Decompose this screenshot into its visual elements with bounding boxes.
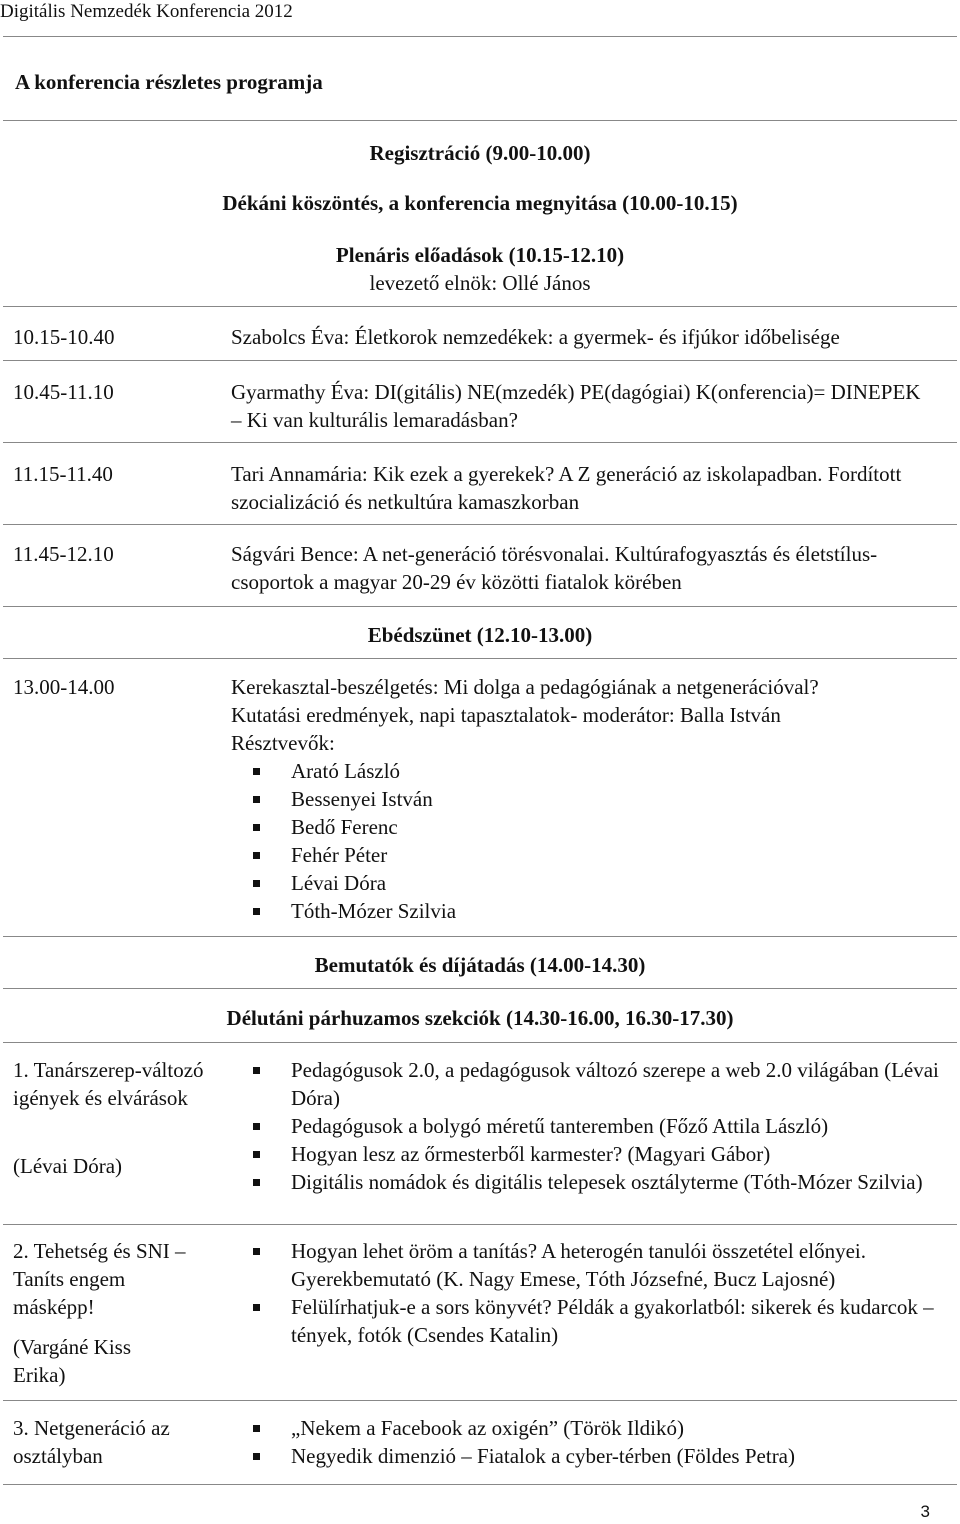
talk-description: Ságvári Bence: A net-generáció törésvonalai. Kultúrafogyasztás és életstílus-csoportok a magyar 20-29 év közötti fiatalok körében [231,542,878,594]
section-title: 2. Tehetség és SNI – Taníts engem másképp! [13,1239,186,1319]
lunch-break: Ebédszünet (12.10-13.00) [367,623,593,647]
divider [3,606,957,607]
registration-line: Regisztráció (9.00-10.00) [369,141,591,165]
divider [3,524,957,525]
page-number: 3 [920,1502,930,1521]
divider [3,442,957,443]
document-header: Digitális Nemzedék Konferencia 2012 [0,1,293,22]
talk-time: 10.45-11.10 [13,380,114,404]
welcome-line: Dékáni köszöntés, a konferencia megnyitása (10.00-10.15) [222,191,738,215]
list-item: Felülírhatjuk-e a sors könyvét? Példák a gyakorlatból: sikerek és kudarcok – tények, fotók (Csendes Katalin) [231,1293,949,1349]
roundtable-title: Kerekasztal-beszélgetés: Mi dolga a pedagógiának a netgenerációval? [231,675,819,699]
section-talks [231,1056,949,1196]
divider [3,1224,957,1225]
list-item: Pedagógusok 2.0, a pedagógusok változó szerepe a web 2.0 világában (Lévai Dóra) [231,1056,949,1112]
roundtable-time: 13.00-14.00 [13,675,115,699]
section-title: 3. Netgeneráció az osztályban [13,1416,170,1468]
plenary-title: Plenáris előadások (10.15-12.10) [335,243,625,267]
list-item: Bedő Ferenc [231,813,456,841]
roundtable-moderator: Kutatási eredmények, napi tapasztalatok- moderátor: Balla István [231,703,781,727]
talk-description: Tari Annamária: Kik ezek a gyerekek? A Z generáció az iskolapadban. Fordított szocializáció és netkultúra kamaszkorban [231,462,902,514]
page-heading: A konferencia részletes programja [15,70,323,94]
section-talks [231,1414,949,1470]
participants-list [231,757,456,925]
list-item: Fehér Péter [231,841,456,869]
divider [3,936,957,937]
list-item: Pedagógusok a bolygó méretű tanteremben (Főző Attila László) [231,1112,949,1140]
divider [3,306,957,307]
participants-label: Résztvevők: [231,731,335,755]
section-chair: (Vargáné Kiss Erika) [13,1335,132,1387]
section-title: 1. Tanárszerep-változó igények és elvárások [13,1058,204,1110]
talk-time: 11.15-11.40 [13,462,113,486]
sections-heading: Délutáni párhuzamos szekciók (14.30-16.00, 16.30-17.30) [226,1006,734,1030]
divider [3,360,957,361]
list-item: Tóth-Mózer Szilvia [231,897,456,925]
list-item: Digitális nomádok és digitális telepesek osztályterme (Tóth-Mózer Szilvia) [231,1168,949,1196]
talk-time: 11.45-12.10 [13,542,114,566]
list-item: Hogyan lesz az őrmesterből karmester? (Magyari Gábor) [231,1140,949,1168]
divider [3,1042,957,1043]
talk-time: 10.15-10.40 [13,325,115,349]
demos-line: Bemutatók és díjátadás (14.00-14.30) [314,953,646,977]
list-item: Lévai Dóra [231,869,456,897]
section-chair: (Lévai Dóra) [13,1154,123,1178]
talk-description: Gyarmathy Éva: DI(gitális) NE(mzedék) PE(dagógiai) K(onferencia)= DINEPEK – Ki van kulturális lemaradásban? [231,380,921,432]
list-item: Bessenyei István [231,785,456,813]
list-item: Arató László [231,757,456,785]
section-talks [231,1237,949,1349]
header-divider [3,36,957,37]
plenary-chair: levezető elnök: Ollé János [369,271,591,295]
list-item: Hogyan lehet öröm a tanítás? A heterogén tanulói összetétel előnyei. Gyerekbemutató (K. Nagy Emese, Tóth Józsefné, Bucz Lajosné) [231,1237,949,1293]
talk-description: Szabolcs Éva: Életkorok nemzedékek: a gyermek- és ifjúkor időbelisége [231,325,840,349]
divider [3,988,957,989]
list-item: Negyedik dimenzió – Fiatalok a cyber-térben (Földes Petra) [231,1442,949,1470]
divider [3,1484,957,1485]
divider [3,120,957,121]
divider [3,1400,957,1401]
divider [3,658,957,659]
list-item: „Nekem a Facebook az oxigén” (Török Ildikó) [231,1414,949,1442]
